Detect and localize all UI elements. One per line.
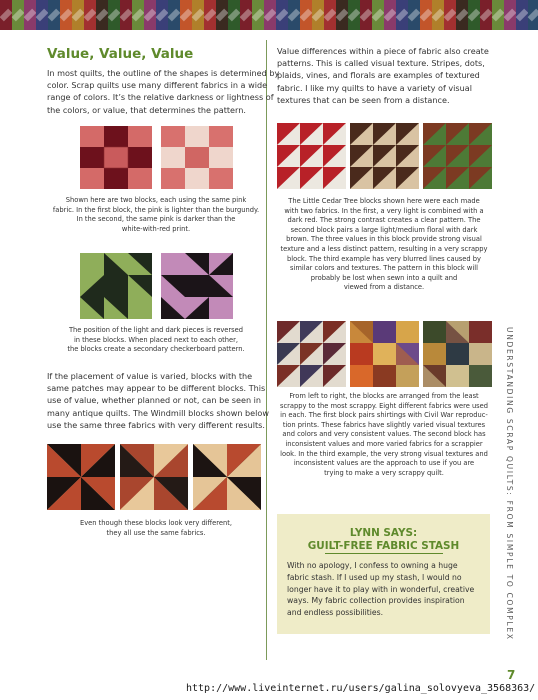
border-tile (108, 0, 120, 30)
caption-windmill (47, 519, 265, 538)
fourpatch-block-dark (80, 126, 152, 189)
border-tile (36, 0, 48, 30)
paragraph-line: patterns. This is called visual texture. Stripes, dots, (277, 58, 485, 69)
paragraph-line: many antique quilts. The Windmill blocks shown below (47, 407, 269, 418)
caption-cedar (273, 197, 495, 293)
caption-line: scrappy to the most scrappy. Eight different fabrics were used (279, 401, 489, 410)
caption-line: white-with-red print. (121, 224, 191, 233)
page-number: 7 (507, 668, 516, 682)
windmill-block-2 (120, 444, 188, 510)
border-tile (420, 0, 432, 30)
caption-line: probably be lost when sewn into a quilt and (310, 273, 458, 282)
caption-line: Even though these blocks look very different, (80, 519, 232, 527)
border-tile (480, 0, 492, 30)
lynn-body-line: With no apology, I confess to owning a huge (287, 561, 458, 570)
border-tile (264, 0, 276, 30)
paragraph-line: textures that can be seen from a distance. (277, 94, 450, 105)
border-tile (228, 0, 240, 30)
paragraph-line: Value differences within a piece of fabric also create (277, 46, 489, 56)
intro-line: color. Scrap quilts use many different fabrics in a wide (47, 80, 268, 91)
border-tile (48, 0, 60, 30)
lynn-says-body (287, 560, 487, 619)
border-tile (396, 0, 408, 30)
column-divider (266, 40, 267, 660)
reversed-block-purple (161, 253, 233, 319)
border-tile (456, 0, 468, 30)
windmill-block-1 (47, 444, 115, 510)
visual-texture-paragraph (277, 45, 489, 106)
caption-line: they all use the same fabrics. (106, 528, 206, 537)
cedar-block-1 (277, 123, 346, 189)
fourpatch-block-light (161, 126, 233, 189)
caption-fourpatch (47, 196, 265, 234)
border-tile (132, 0, 144, 30)
caption-line: inconsistent values and more varied fabrics for a scrappier (285, 439, 483, 448)
caption-line: In the second, the same pink is darker than the (76, 215, 236, 224)
chapter-side-title: UNDERSTANDING SCRAP QUILTS: FROM SIMPLE TO COMPLEX (505, 327, 514, 641)
caption-line: with two fabrics. In the first, a very light is combined with a (284, 206, 484, 215)
paragraph-line: fabric. I like my quilts to have a variety of visual (277, 82, 472, 93)
border-tile (84, 0, 96, 30)
border-tile (384, 0, 396, 30)
caption-line: tion prints. These fabrics have slightly varied visual textures (282, 420, 486, 429)
cedar-block-3 (423, 123, 492, 189)
scrappy-block-2 (350, 321, 419, 387)
caption-line: in each. The first block pairs shirtings with Civil War reproduc- (280, 411, 488, 420)
caption-line: the blocks create a secondary checkerboard pattern. (67, 345, 245, 354)
caption-line: Shown here are two blocks, each using the same pink (65, 196, 247, 204)
caption-line: texture and a less distinct pattern, resulting in a very scrappy (280, 244, 488, 253)
border-tile (96, 0, 108, 30)
caption-line: The Little Cedar Tree blocks shown here were each made (288, 197, 480, 205)
caption-line: second block pairs a large light/medium floral with dark (290, 225, 478, 234)
border-tile (276, 0, 288, 30)
border-tile (120, 0, 132, 30)
caption-line: in these blocks. When placed next to each other, (73, 335, 239, 344)
border-tile (324, 0, 336, 30)
paragraph-line: same patches may appear to be different blocks. This (47, 383, 266, 394)
reversed-block-green (80, 253, 152, 319)
border-tile (72, 0, 84, 30)
border-tile (156, 0, 168, 30)
lynn-body-line: ways. My fabric collection provides inspiration (287, 596, 465, 606)
border-tile (360, 0, 372, 30)
caption-scrappy (273, 392, 495, 478)
lynn-body-line: and endless possibilities. (287, 608, 384, 618)
border-tile (252, 0, 264, 30)
border-tile (12, 0, 24, 30)
border-tile (432, 0, 444, 30)
border-tile (444, 0, 456, 30)
intro-line: the colors, or value, that determines the pattern. (47, 104, 246, 115)
border-tile (204, 0, 216, 30)
intro-line: In most quilts, the outline of the shapes is determined by (47, 68, 280, 78)
border-tile (516, 0, 528, 30)
border-tile (300, 0, 312, 30)
border-tile (180, 0, 192, 30)
caption-line: brown. The three values in this block provide strong visual (286, 235, 482, 244)
lynn-says-underline (325, 553, 443, 554)
intro-paragraph (47, 67, 279, 116)
caption-line: block. The third example has very blurred lines caused by (287, 254, 481, 263)
caption-line: similar colors and textures. The pattern in this block will (290, 264, 478, 273)
lynn-says-title: LYNN SAYS: (349, 527, 418, 539)
paragraph-line: If the placement of value is varied, blocks with the (47, 371, 253, 381)
border-tile (468, 0, 480, 30)
section-heading: Value, Value, Value (47, 46, 194, 62)
border-tile (168, 0, 180, 30)
lynn-body-line: fabric stash. If I used up my stash, I would no (287, 572, 462, 582)
lynn-says-box (277, 514, 490, 634)
border-tile (216, 0, 228, 30)
caption-line: From left to right, the blocks are arranged from the least (289, 392, 479, 400)
source-url: http://www.liveinternet.ru/users/galina_solovyeva_3568363/ (186, 683, 536, 694)
border-tile (0, 0, 12, 30)
border-tile (528, 0, 538, 30)
cedar-block-2 (350, 123, 419, 189)
paragraph-line: use of value, whether planned or not, can be seen in (47, 395, 262, 406)
border-tile (312, 0, 324, 30)
border-tile (372, 0, 384, 30)
border-tile (408, 0, 420, 30)
caption-line: trying to make a very scrappy quilt. (324, 468, 444, 477)
paragraph-line: plaids, vines, and florals are examples of textured (277, 70, 480, 81)
border-tile (504, 0, 516, 30)
border-tile (144, 0, 156, 30)
border-tile (348, 0, 360, 30)
caption-reversed (47, 326, 265, 355)
border-tile (288, 0, 300, 30)
caption-line: fabric. In the first block, the pink is lighter than the burgundy. (52, 205, 260, 214)
border-tile (336, 0, 348, 30)
border-tile (24, 0, 36, 30)
scrappy-block-1 (277, 321, 346, 387)
border-tile (60, 0, 72, 30)
caption-line: look. In the third example, the very strong visual textures and (280, 449, 488, 458)
top-quilt-border (0, 0, 538, 30)
placement-paragraph (47, 370, 269, 431)
lynn-body-line: longer have it to play with in wonderful, creative (287, 584, 475, 594)
caption-line: and colors and very consistent values. The second block has (282, 430, 486, 439)
paragraph-line: use the same three fabrics with very different results. (47, 419, 265, 430)
border-tile (492, 0, 504, 30)
caption-line: The position of the light and dark pieces is reversed (68, 326, 244, 334)
caption-line: inconsistent values are the approach to use if you are (293, 459, 475, 468)
border-tile (240, 0, 252, 30)
scrappy-block-3 (423, 321, 492, 387)
lynn-says-subtitle: GUILT-FREE FABRIC STASH (307, 540, 460, 552)
border-tile (192, 0, 204, 30)
intro-line: range of colors. It’s the relative darkness or lightness of (47, 92, 274, 103)
caption-line: viewed from a distance. (343, 283, 425, 292)
caption-line: dark red. The strong contrast creates a clear pattern. The (287, 216, 481, 225)
windmill-block-3 (193, 444, 261, 510)
